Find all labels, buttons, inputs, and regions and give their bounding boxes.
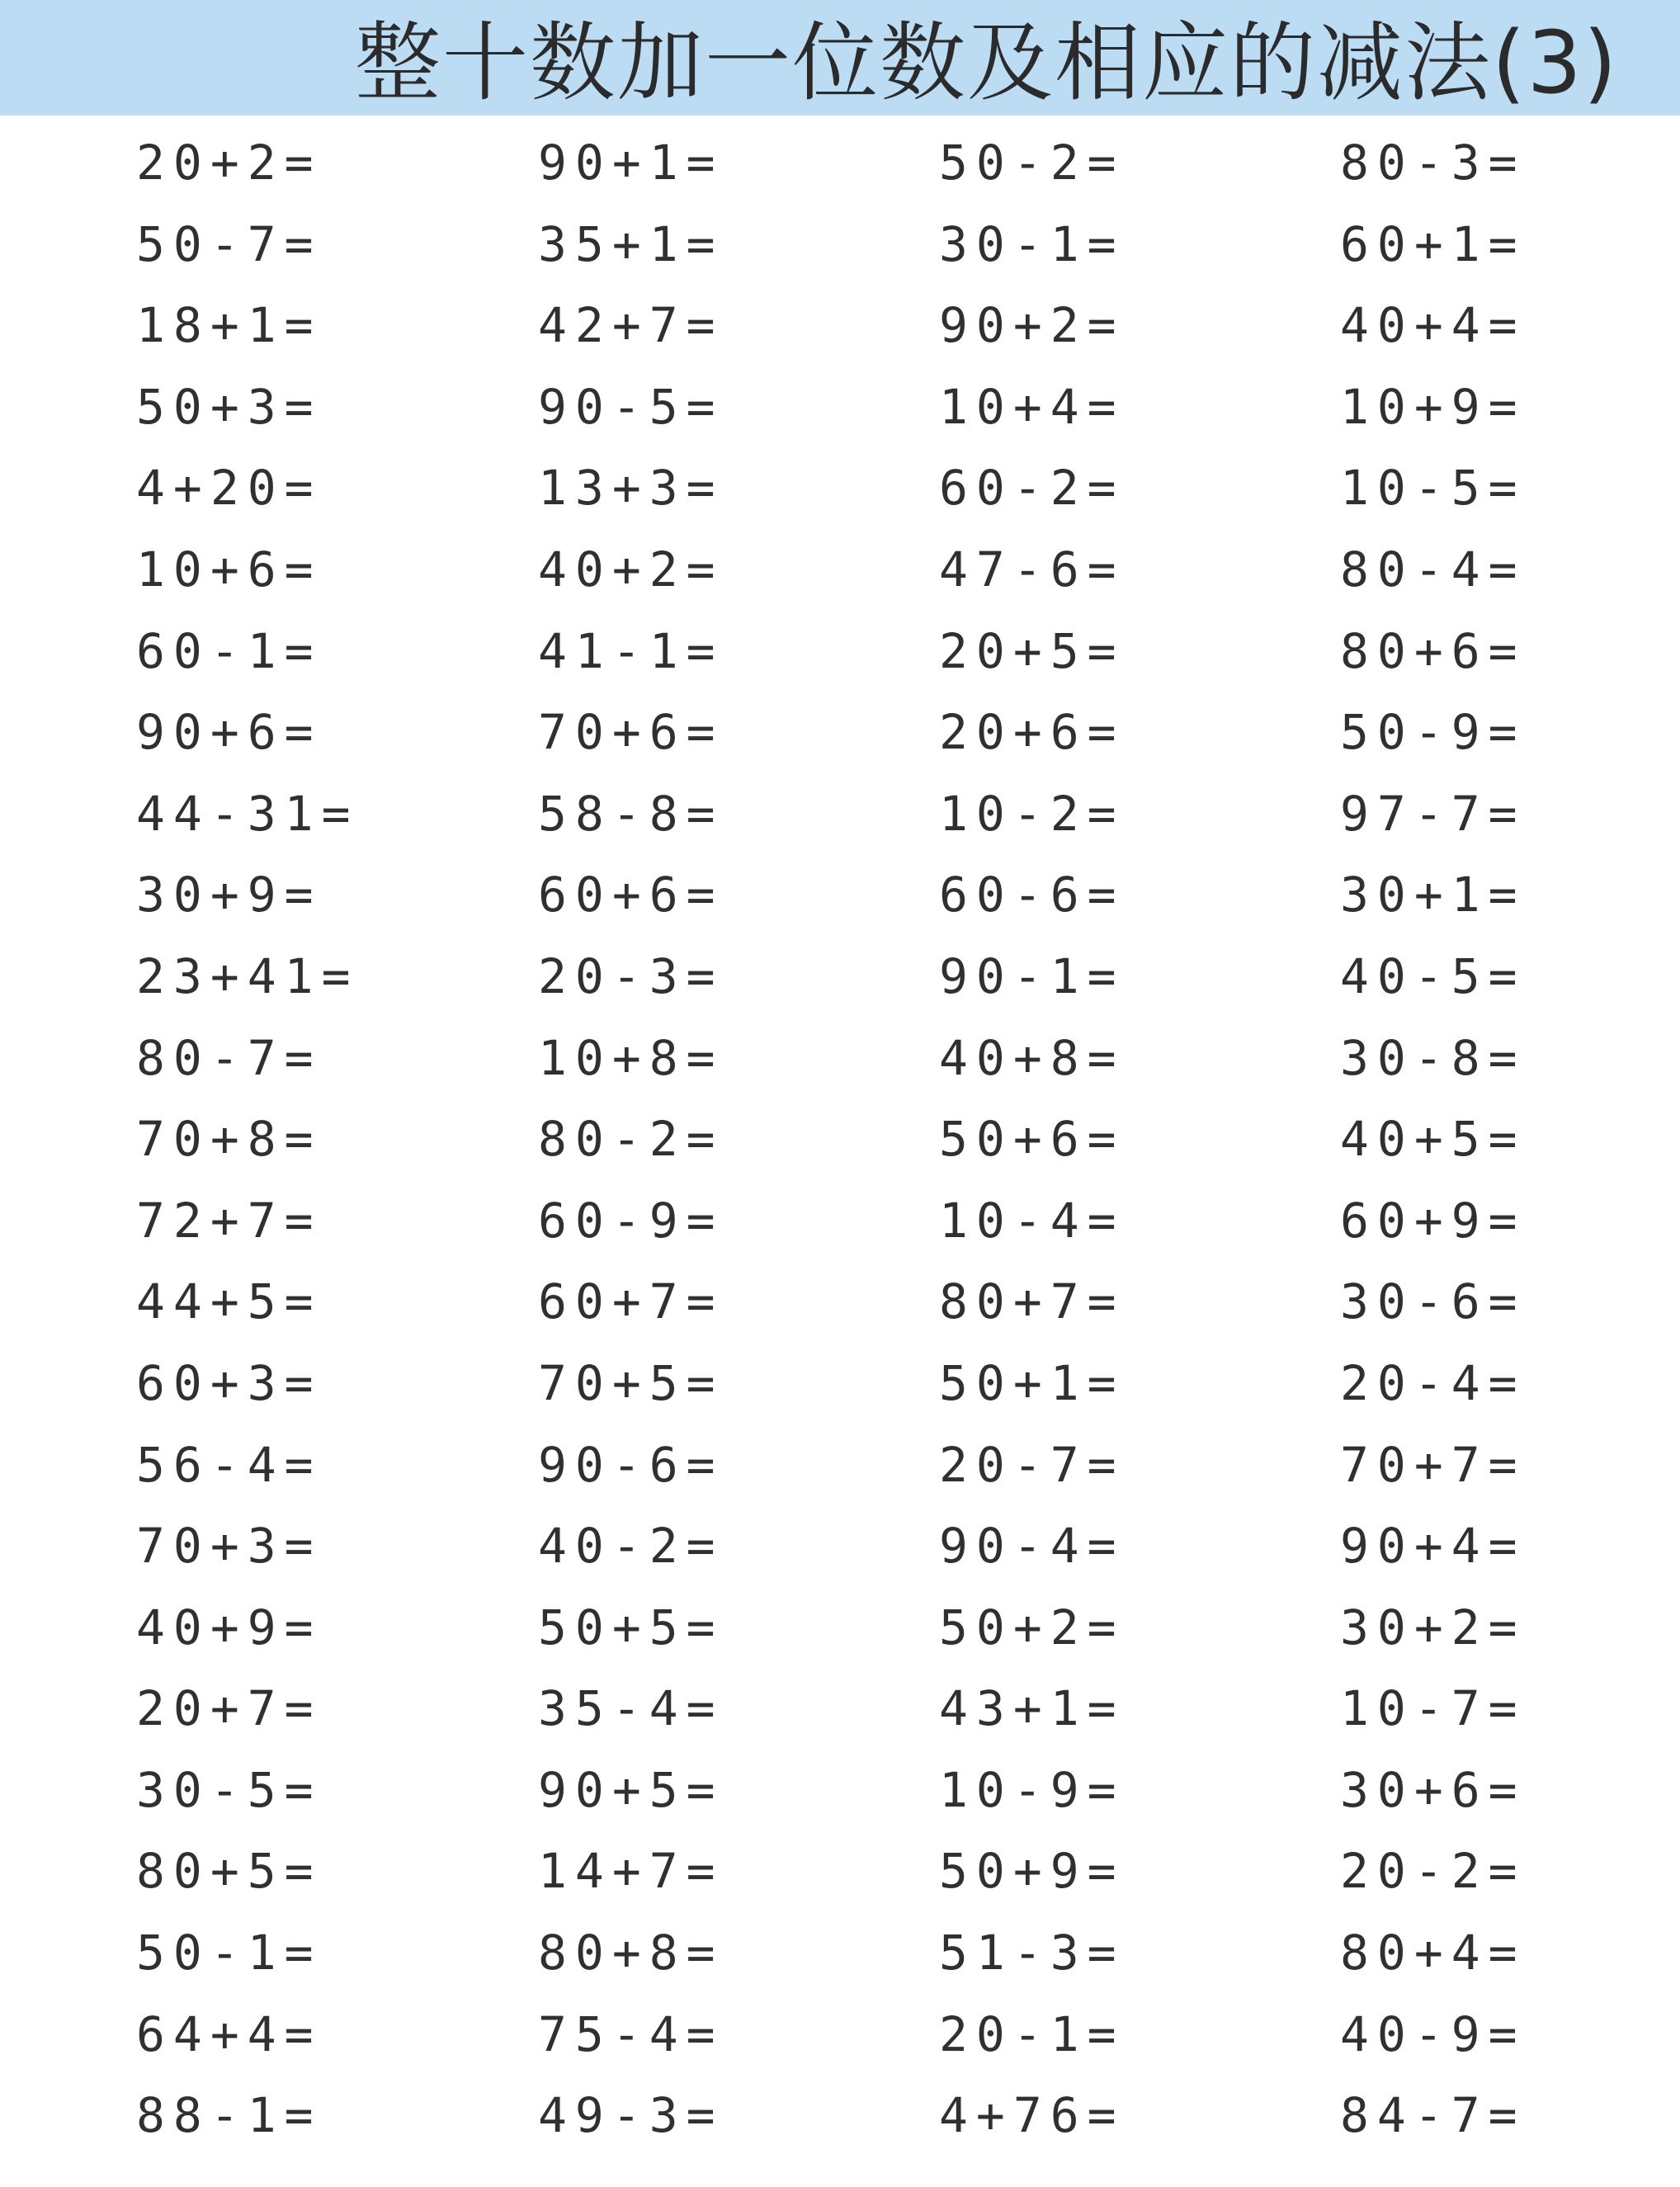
math-problem: 70+6= bbox=[538, 704, 724, 761]
math-problem: 20+6= bbox=[939, 704, 1125, 761]
math-problem: 30-6= bbox=[1340, 1273, 1526, 1330]
math-problem: 30+6= bbox=[1340, 1761, 1526, 1818]
math-problem: 84-7= bbox=[1340, 2087, 1526, 2144]
math-problem: 44+5= bbox=[136, 1273, 322, 1330]
math-problem: 44-31= bbox=[136, 785, 359, 842]
math-problem: 40-5= bbox=[1340, 947, 1526, 1004]
math-problem: 50-2= bbox=[939, 135, 1125, 191]
math-problem: 50-9= bbox=[1340, 704, 1526, 761]
math-problem: 80+4= bbox=[1340, 1925, 1526, 1982]
math-problem: 20-3= bbox=[538, 947, 724, 1004]
problem-column-2 bbox=[538, 122, 934, 2156]
math-problem: 50+9= bbox=[939, 1843, 1125, 1900]
math-problem: 90-1= bbox=[939, 947, 1125, 1004]
math-problem: 40-9= bbox=[1340, 2005, 1526, 2062]
math-problem: 97-7= bbox=[1340, 785, 1526, 842]
math-problem: 90+1= bbox=[538, 135, 724, 191]
math-problem: 41-1= bbox=[538, 622, 724, 679]
math-problem: 64+4= bbox=[136, 2005, 322, 2062]
math-problem: 80-4= bbox=[1340, 541, 1526, 598]
problem-column-3 bbox=[939, 122, 1335, 2156]
math-problem: 50+5= bbox=[538, 1599, 724, 1656]
math-problem: 47-6= bbox=[939, 541, 1125, 598]
math-problem: 72+7= bbox=[136, 1192, 322, 1249]
math-problem: 51-3= bbox=[939, 1925, 1125, 1982]
math-problem: 70+3= bbox=[136, 1518, 322, 1575]
math-problem: 14+7= bbox=[538, 1843, 724, 1900]
math-problem: 30+2= bbox=[1340, 1599, 1526, 1656]
math-problem: 10-4= bbox=[939, 1192, 1125, 1249]
math-problem: 80-3= bbox=[1340, 135, 1526, 191]
math-problem: 35+1= bbox=[538, 215, 724, 272]
math-problem: 13+3= bbox=[538, 460, 724, 517]
math-problem: 10+8= bbox=[538, 1029, 724, 1086]
math-problem: 60-1= bbox=[136, 622, 322, 679]
math-problem: 40+2= bbox=[538, 541, 724, 598]
math-problem: 60-2= bbox=[939, 460, 1125, 517]
math-problem: 50+2= bbox=[939, 1599, 1125, 1656]
math-problem: 60+7= bbox=[538, 1273, 724, 1330]
math-problem: 40-2= bbox=[538, 1518, 724, 1575]
math-problem: 30-1= bbox=[939, 215, 1125, 272]
math-problem: 60-6= bbox=[939, 867, 1125, 923]
problem-column-4 bbox=[1340, 122, 1680, 2156]
math-problem: 90+2= bbox=[939, 297, 1125, 354]
math-problem: 90-5= bbox=[538, 378, 724, 435]
math-problem: 4+76= bbox=[939, 2087, 1125, 2144]
math-problem: 50+3= bbox=[136, 378, 322, 435]
math-problem: 60+6= bbox=[538, 867, 724, 923]
math-problem: 20-4= bbox=[1340, 1354, 1526, 1411]
math-problem: 23+41= bbox=[136, 947, 359, 1004]
math-problem: 35-4= bbox=[538, 1680, 724, 1737]
math-problem: 40+8= bbox=[939, 1029, 1125, 1086]
math-problem: 90+6= bbox=[136, 704, 322, 761]
math-problem: 60+1= bbox=[1340, 215, 1526, 272]
math-problem: 10-9= bbox=[939, 1761, 1125, 1818]
math-problem: 88-1= bbox=[136, 2087, 322, 2144]
math-problem: 58-8= bbox=[538, 785, 724, 842]
math-problem: 10+6= bbox=[136, 541, 322, 598]
math-problem: 40+5= bbox=[1340, 1111, 1526, 1168]
math-problem: 80+8= bbox=[538, 1925, 724, 1982]
math-problem: 90+4= bbox=[1340, 1518, 1526, 1575]
math-problem: 90+5= bbox=[538, 1761, 724, 1818]
math-problem: 10+9= bbox=[1340, 378, 1526, 435]
math-problem: 50-7= bbox=[136, 215, 322, 272]
math-problem: 20+5= bbox=[939, 622, 1125, 679]
math-problem: 70+7= bbox=[1340, 1436, 1526, 1493]
math-problem: 10-2= bbox=[939, 785, 1125, 842]
math-problem: 50+1= bbox=[939, 1354, 1125, 1411]
math-problem: 30-5= bbox=[136, 1761, 322, 1818]
math-problem: 75-4= bbox=[538, 2005, 724, 2062]
math-problem: 30-8= bbox=[1340, 1029, 1526, 1086]
math-problem: 60+3= bbox=[136, 1354, 322, 1411]
math-problem: 4+20= bbox=[136, 460, 322, 517]
math-problem: 50+6= bbox=[939, 1111, 1125, 1168]
math-problem: 10-5= bbox=[1340, 460, 1526, 517]
math-problem: 10+4= bbox=[939, 378, 1125, 435]
math-problem: 70+5= bbox=[538, 1354, 724, 1411]
math-problem: 30+9= bbox=[136, 867, 322, 923]
math-problem: 50-1= bbox=[136, 1925, 322, 1982]
math-problem: 20+2= bbox=[136, 135, 322, 191]
math-problem: 30+1= bbox=[1340, 867, 1526, 923]
math-problem: 56-4= bbox=[136, 1436, 322, 1493]
math-problem: 80-7= bbox=[136, 1029, 322, 1086]
math-problem: 18+1= bbox=[136, 297, 322, 354]
math-problem: 80+5= bbox=[136, 1843, 322, 1900]
math-problem: 42+7= bbox=[538, 297, 724, 354]
worksheet-title: 整十数加一位数及相应的减法(3) bbox=[355, 12, 1619, 113]
math-problem: 49-3= bbox=[538, 2087, 724, 2144]
math-problem: 80+7= bbox=[939, 1273, 1125, 1330]
problem-column-1 bbox=[136, 122, 532, 2156]
math-problem: 43+1= bbox=[939, 1680, 1125, 1737]
math-problem: 60+9= bbox=[1340, 1192, 1526, 1249]
math-problem: 20-2= bbox=[1340, 1843, 1526, 1900]
math-problem: 80+6= bbox=[1340, 622, 1526, 679]
math-problem: 20-7= bbox=[939, 1436, 1125, 1493]
math-problem: 20-1= bbox=[939, 2005, 1125, 2062]
math-problem: 60-9= bbox=[538, 1192, 724, 1249]
math-problem: 90-6= bbox=[538, 1436, 724, 1493]
math-problem: 20+7= bbox=[136, 1680, 322, 1737]
math-problem: 70+8= bbox=[136, 1111, 322, 1168]
math-problem: 90-4= bbox=[939, 1518, 1125, 1575]
math-problem: 80-2= bbox=[538, 1111, 724, 1168]
math-problem: 40+9= bbox=[136, 1599, 322, 1656]
math-problem: 10-7= bbox=[1340, 1680, 1526, 1737]
math-problem: 40+4= bbox=[1340, 297, 1526, 354]
